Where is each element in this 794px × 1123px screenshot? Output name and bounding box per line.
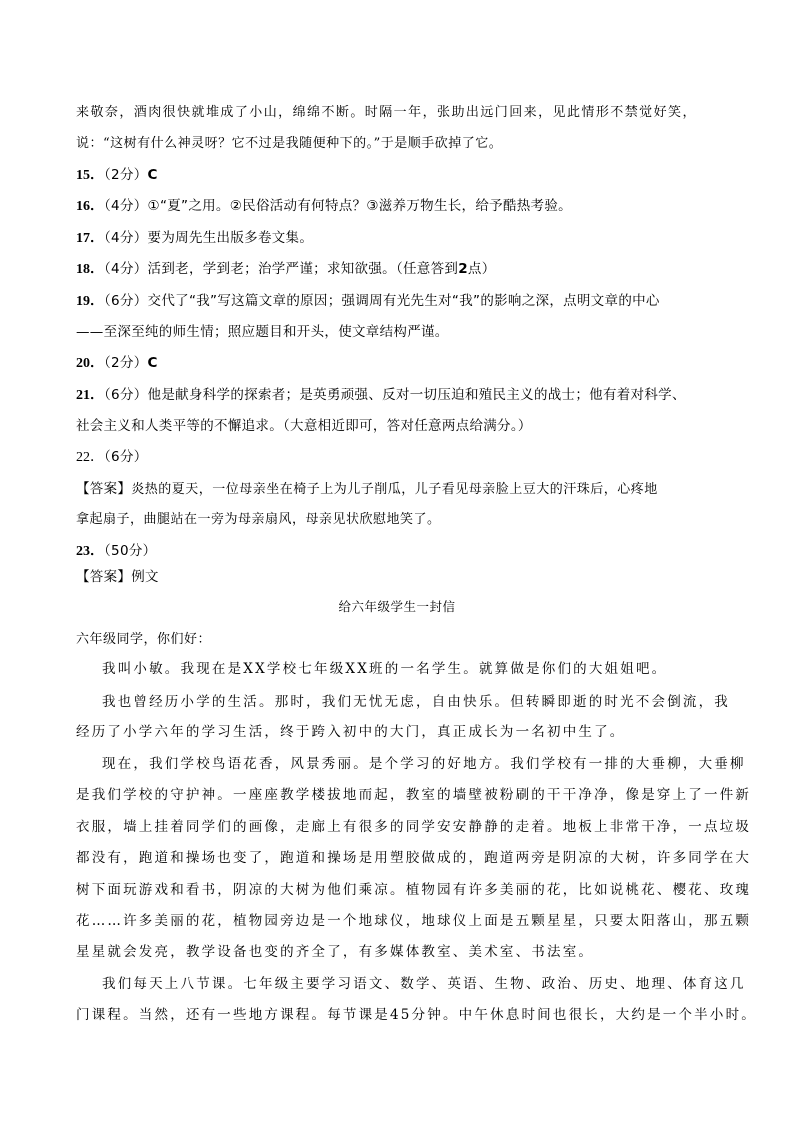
- question-number: 16．: [76, 199, 104, 214]
- story-line-2: 说：“这树有什么神灵呀？它不过是我随便种下的。”于是顺手砍掉了它。: [76, 136, 503, 151]
- question-23-header: [76, 539, 156, 560]
- question-number: 19．: [76, 294, 104, 309]
- answer-17: [76, 226, 313, 247]
- answer-21: [76, 383, 686, 404]
- essay-title: 给六年级学生一封信: [338, 599, 456, 614]
- question-score: （2分）: [104, 355, 148, 371]
- question-score: （6分）: [104, 293, 148, 309]
- question-number: 18．: [76, 262, 104, 277]
- essay-salutation: 六年级同学，你们好：: [76, 632, 212, 647]
- question-score: （4分）: [104, 230, 148, 246]
- question-number: 15．: [76, 168, 104, 183]
- answer-tag: 【答案】: [76, 481, 132, 497]
- answer-19-continued: ——至深至纯的师生情；照应题目和开头，使文章结构严谨。: [76, 324, 449, 340]
- question-number: 23．: [76, 544, 104, 559]
- answer-text: 要为周先生出版多卷文集。: [147, 230, 314, 246]
- essay-paragraph-3-line-7: 星星就会发亮，教学设备也变的齐全了，有多媒体教室、美术室、书法室。: [76, 944, 595, 960]
- essay-paragraph-4-line-1: 我们每天上八节课。七年级主要学习语文、数学、英语、生物、政治、历史、地理、体育这几: [102, 976, 746, 992]
- answer-text-tail: 点）: [467, 261, 496, 277]
- answer-18: [76, 257, 496, 278]
- question-score: （50分）: [104, 543, 157, 559]
- question-22-header: [76, 445, 148, 466]
- answer-22-line-2: 拿起扇子，曲腿站在一旁为母亲扇风，母亲见状欣慰地笑了。: [76, 512, 441, 527]
- answer-text: C: [147, 167, 158, 183]
- question-score: （6分）: [104, 387, 148, 403]
- essay-paragraph-4-line-2: 门课程。当然，还有一些地方课程。每节课是45分钟。中午休息时间也很长，大约是一个半小时。: [76, 1007, 757, 1023]
- answer-text: 交代了“我”写这篇文章的原因；强调周有光先生对“我”的影响之深，点明文章的中心: [147, 293, 660, 309]
- essay-paragraph-3-line-6: 花……许多美丽的花，植物园旁边是一个地球仪，地球仪上面是五颗星星，只要太阳落山，那五颗: [76, 913, 752, 929]
- question-score: （4分）: [104, 198, 148, 214]
- question-score: （2分）: [104, 167, 148, 183]
- essay-paragraph-3-line-1: 现在，我们学校鸟语花香，风景秀丽。是个学习的好地方。我们学校有一排的大垂柳，大垂柳: [102, 756, 746, 772]
- answer-19: [76, 289, 660, 310]
- essay-paragraph-1: 我叫小敏。我现在是XX学校七年级XX班的一名学生。就算做是你们的大姐姐吧。: [102, 661, 668, 677]
- answer-21-continued: 社会主义和人类平等的不懈追求。（大意相近即可，答对任意两点给满分。）: [76, 418, 532, 434]
- essay-paragraph-2-line-1: 我也曾经历小学的生活。那时，我们无忧无虑，自由快乐。但转瞬即逝的时光不会倒流，我: [102, 694, 730, 710]
- answer-23-label: [76, 565, 159, 585]
- question-number: 21．: [76, 388, 104, 403]
- answer-20: [76, 351, 158, 372]
- essay-paragraph-2-line-2: 经历了小学六年的学习生活，终于跨入初中的大门，真正成长为一名初中生了。: [76, 724, 626, 740]
- answer-text: ①“夏”之用。②民俗活动有何特点？③滋养万物生长，给予酷热考验。: [147, 198, 572, 214]
- answer-tag: 【答案】: [76, 569, 132, 585]
- essay-paragraph-3-line-4: 都没有，跑道和操场也变了，跑道和操场是用塑胶做成的，跑道两旁是阴凉的大树，许多同学在大: [76, 850, 752, 866]
- answer-16: [76, 194, 572, 215]
- story-line-1: 来敬奈，酒肉很快就堆成了小山，绵绵不断。时隔一年，张助出远门回来，见此情形不禁觉好笑，: [76, 105, 696, 120]
- essay-paragraph-3-line-2: 是我们学校的守护神。一座座教学楼拔地而起，教室的墙壁被粉刷的干干净净，像是穿上了一件新: [76, 787, 752, 803]
- question-score: （6分）: [104, 449, 148, 465]
- essay-paragraph-3-line-3: 衣服，墙上挂着同学们的画像，走廊上有很多的同学安安静静的走着。地板上非常干净，一点垃圾: [76, 819, 752, 835]
- answer-text: 活到老，学到老；治学严谨；求知欲强。（任意答到: [147, 261, 459, 277]
- answer-15: [76, 163, 158, 184]
- answer-text: 他是献身科学的探索者；是英勇顽强、反对一切压迫和殖民主义的战士；他有着对科学、: [147, 387, 686, 403]
- question-number: 22．: [76, 450, 104, 465]
- answer-22-text: 炎热的夏天，一位母亲坐在椅子上为儿子削瓜，儿子看见母亲脸上豆大的汗珠后，心疼地: [131, 482, 658, 497]
- essay-paragraph-3-line-5: 树下面玩游戏和看书，阴凉的大树为他们乘凉。植物园有许多美丽的花，比如说桃花、樱花、玫瑰: [76, 882, 752, 898]
- answer-22-line-1: [76, 477, 658, 497]
- answer-text-number: 2: [458, 261, 468, 277]
- question-score: （4分）: [104, 261, 148, 277]
- question-number: 20．: [76, 356, 104, 371]
- example-label: 例文: [131, 569, 159, 585]
- answer-text: C: [147, 355, 158, 371]
- question-number: 17．: [76, 231, 104, 246]
